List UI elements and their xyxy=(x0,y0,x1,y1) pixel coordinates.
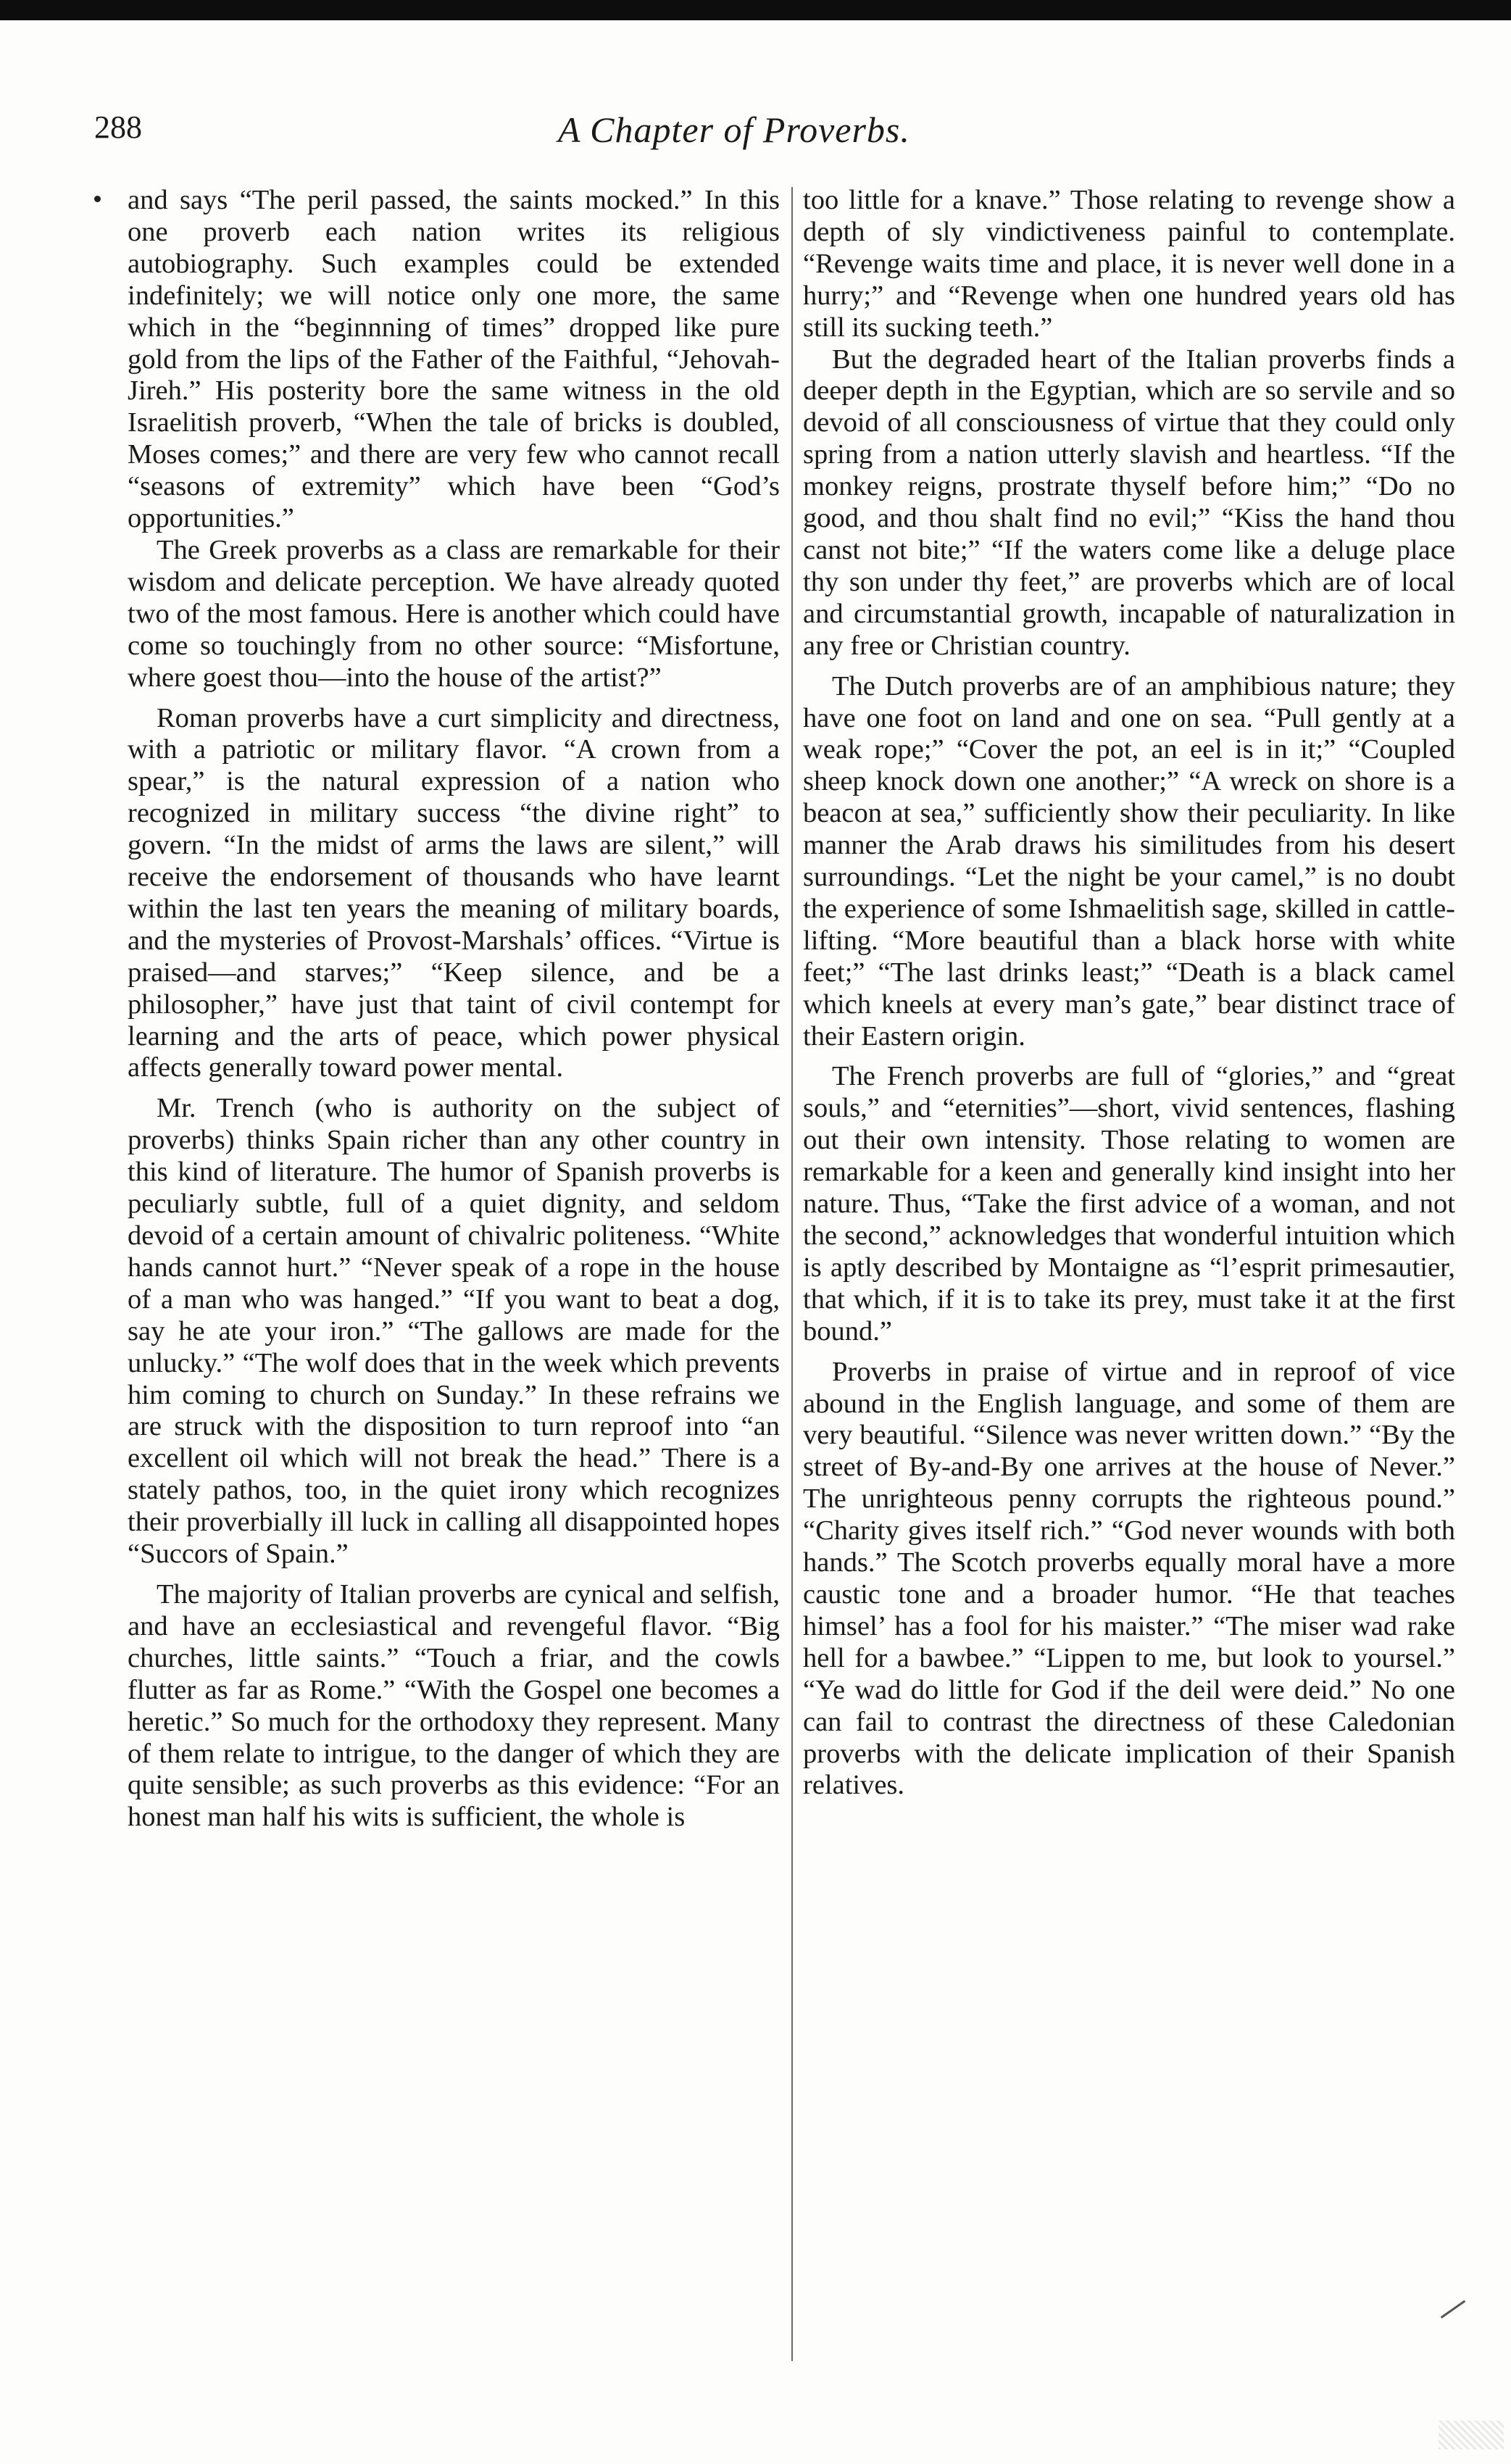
right-column xyxy=(803,185,1455,1802)
page-number: 288 xyxy=(94,109,142,145)
scan-top-edge xyxy=(0,0,1511,20)
paragraph: But the degraded heart of the Italian proverbs finds a deeper depth in the Egyptian, which are so servile and so devoid of all consciousness of virtue that they could only spring from a nation utterly slavish and heartless. “If the monkey reigns, prostrate thyself before him;” “Do no good, and thou shalt find no evil;” “Kiss the hand thou canst not bite;” “If the waters come like a deluge place thy son under thy feet,” are proverbs which are of local and circumstantial growth, incapable of naturalization in any free or Christian country. xyxy=(803,344,1455,661)
paragraph: and says “The peril passed, the saints mocked.” In this one proverb each nation writes its religious autobiography. Such examples could be extended indefinitely; we will notice only one more, the same which in the “beginnning of times” dropped like pure gold from the lips of the Father of the Faithful, “Jehovah-Jireh.” His posterity bore the same witness in the old Israelitish proverb, “When the tale of bricks is doubled, Moses comes;” and there are very few who cannot recall “seasons of extremity” which have been “God’s opportunities.” xyxy=(128,185,780,534)
paragraph: Mr. Trench (who is authority on the subject of proverbs) thinks Spain richer than any other country in this kind of literature. The humor of Spanish proverbs is peculiarly subtle, full of a quiet dignity, and seldom devoid of a certain amount of chivalric politeness. “White hands cannot hurt.” “Never speak of a rope in the house of a man who was hanged.” “If you want to beat a dog, say he ate your iron.” “The gallows are made for the unlucky.” “The wolf does that in the week which prevents him coming to church on Sunday.” In these refrains we are struck with the disposition to turn reproof into “an excellent oil which will not break the head.” There is a stately pathos, too, in the quiet irony which recognizes their proverbially ill luck in calling all disappointed hopes “Succors of Spain.” xyxy=(128,1093,780,1570)
paragraph: Proverbs in praise of virtue and in reproof of vice abound in the English language, and some of them are very beautiful. “Silence was never written down.” “By the street of By-and-By one arrives at the house of Never.” The unrighteous penny corrupts the righteous pound.” “Charity gives itself rich.” “God never wounds with both hands.” The Scotch proverbs equally moral have a more caustic tone and a broader humor. “He that teaches himsel’ has a fool for his maister.” “The miser wad rake hell for a bawbee.” “Lippen to me, but look to yoursel.” “Ye wad do little for God if the deil were deid.” No one can fail to contrast the directness of these Caledonian proverbs with the delicate implication of their Spanish relatives. xyxy=(803,1356,1455,1801)
scan-corner-smudge xyxy=(1439,2421,1504,2450)
paragraph: The Dutch proverbs are of an amphibious nature; they have one foot on land and one on sea. “Pull gently at a weak rope;” “Cover the pot, an eel is in it;” “Coupled sheep knock down one another;” “A wreck on shore is a beacon at sea,” sufficiently show their peculiarity. In like manner the Arab draws his similitudes from his desert surroundings. “Let the night be your camel,” is no doubt the experience of some Ishmaelitish sage, skilled in cattle-lifting. “More beautiful than a black horse with white feet;” “The last drinks least;” “Death is a black camel which kneels at every man’s gate,” bear distinct trace of their Eastern origin. xyxy=(803,670,1455,1052)
left-column xyxy=(128,185,780,1834)
paragraph: Roman proverbs have a curt simplicity and directness, with a patriotic or military flavor. “A crown from a spear,” is the natural expression of a nation who recognized in military success “the divine right” to govern. “In the midst of arms the laws are silent,” will receive the endorsement of thousands who have learnt within the last ten years the meaning of military boards, and the mysteries of Provost-Marshals’ offices. “Virtue is praised—and starves;” “Keep silence, and be a philosopher,” have just that taint of civil contempt for learning and the arts of peace, which power physical affects generally toward power mental. xyxy=(128,702,780,1083)
paragraph: too little for a knave.” Those relating to revenge show a depth of sly vindictiveness painful to contemplate. “Revenge waits time and place, it is never well done in a hurry;” and “Revenge when one hundred years old has still its sucking teeth.” xyxy=(803,185,1455,343)
paragraph: The French proverbs are full of “glories,” and “great souls,” and “eternities”—short, vivid sentences, flashing out their own intensity. Those relating to women are remarkable for a keen and generally kind insight into her nature. Thus, “Take the first advice of a woman, and not the second,” acknowledges that wonderful intuition which is aptly described by Montaigne as “l’esprit primesautier, that which, if it is to take its prey, must take it at the first bound.” xyxy=(803,1061,1455,1347)
paragraph: The Greek proverbs as a class are remarkable for their wisdom and delicate perception. We have already quoted two of the most famous. Here is another which could have come so touchingly from no other source: “Misfortune, where goest thou—into the house of the artist?” xyxy=(128,534,780,693)
running-title: A Chapter of Proverbs. xyxy=(558,109,910,150)
pen-stroke-mark xyxy=(1441,2300,1465,2318)
paragraph: The majority of Italian proverbs are cynical and selfish, and have an ecclesiastical and revengeful flavor. “Big churches, little saints.” “Touch a friar, and the cowls flutter as far as Rome.” “With the Gospel one becomes a heretic.” So much for the orthodoxy they represent. Many of them relate to intrigue, to the danger of which they are quite sensible; as such proverbs as this evidence: “For an honest man half his wits is sufficient, the whole is xyxy=(128,1578,780,1833)
margin-dot-mark xyxy=(94,196,101,202)
column-divider xyxy=(791,187,793,2361)
